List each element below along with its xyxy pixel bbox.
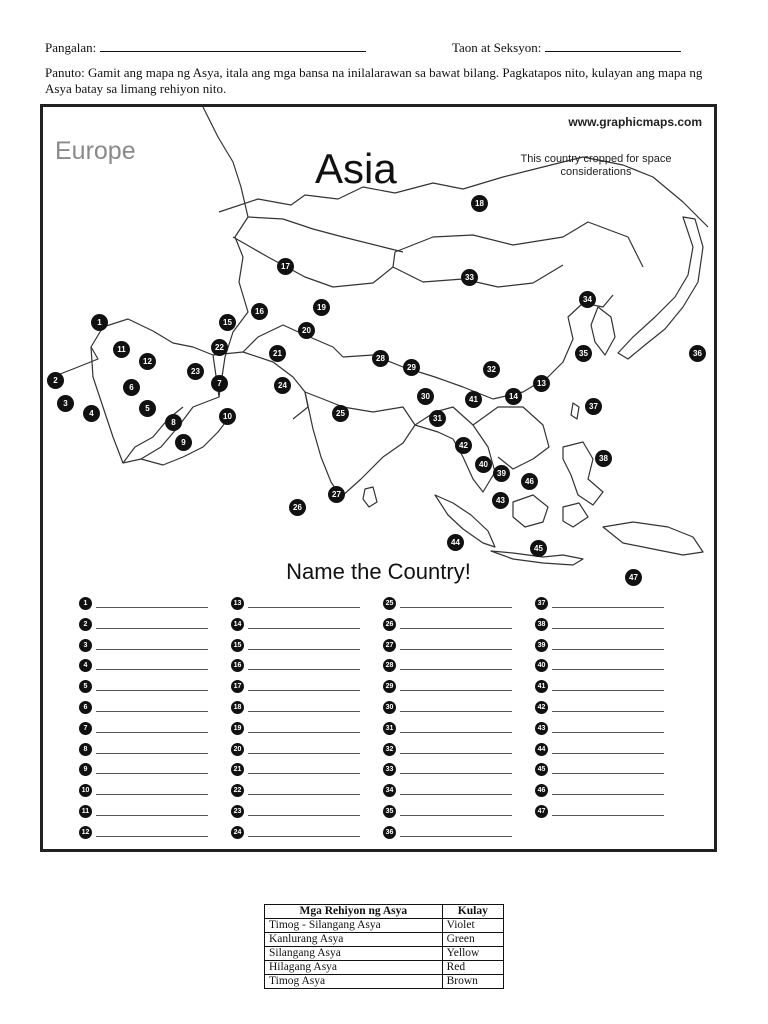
name-field-row	[45, 40, 366, 56]
answer-row	[535, 743, 664, 756]
answer-number: 25	[383, 597, 396, 610]
answer-blank-line[interactable]	[96, 661, 208, 670]
answer-row	[383, 680, 512, 693]
answer-number: 32	[383, 743, 396, 756]
answer-blank-line[interactable]	[400, 599, 512, 608]
asia-map	[40, 104, 717, 852]
answer-number: 17	[231, 680, 244, 693]
map-marker: 43	[492, 492, 509, 509]
answer-row	[79, 680, 208, 693]
map-marker: 39	[493, 465, 510, 482]
crop-note: This country cropped for space considerations	[520, 153, 672, 178]
table-header-region: Mga Rehiyon ng Asya	[265, 905, 443, 919]
answer-blank-line[interactable]	[248, 786, 360, 795]
answer-blank-line[interactable]	[248, 620, 360, 629]
answer-number: 6	[79, 701, 92, 714]
answer-blank-line[interactable]	[248, 807, 360, 816]
answer-row	[383, 784, 512, 797]
answer-blank-line[interactable]	[248, 661, 360, 670]
answer-row	[383, 805, 512, 818]
answer-blank-line[interactable]	[248, 828, 360, 837]
answer-row	[535, 763, 664, 776]
name-blank-line[interactable]	[100, 40, 366, 52]
map-marker: 21	[269, 345, 286, 362]
answer-number: 44	[535, 743, 548, 756]
map-marker: 38	[595, 450, 612, 467]
answer-number: 21	[231, 763, 244, 776]
answer-row	[79, 639, 208, 652]
answer-blank-line[interactable]	[248, 703, 360, 712]
map-marker: 20	[298, 322, 315, 339]
map-marker: 32	[483, 361, 500, 378]
table-row	[265, 947, 504, 961]
answer-blank-line[interactable]	[400, 807, 512, 816]
answer-blank-line[interactable]	[552, 724, 664, 733]
answer-row	[535, 680, 664, 693]
answer-number: 46	[535, 784, 548, 797]
answer-number: 26	[383, 618, 396, 631]
answer-blank-line[interactable]	[552, 745, 664, 754]
map-marker: 25	[332, 405, 349, 422]
map-marker: 22	[211, 339, 228, 356]
map-marker: 29	[403, 359, 420, 376]
map-marker: 34	[579, 291, 596, 308]
answer-row	[535, 722, 664, 735]
map-marker: 3	[57, 395, 74, 412]
map-marker: 31	[429, 410, 446, 427]
answer-row	[231, 784, 360, 797]
answer-row	[231, 701, 360, 714]
answer-number: 3	[79, 639, 92, 652]
table-header-color: Kulay	[442, 905, 503, 919]
section-blank-line[interactable]	[545, 40, 681, 52]
answer-blank-line[interactable]	[96, 682, 208, 691]
answer-number: 1	[79, 597, 92, 610]
answer-number: 33	[383, 763, 396, 776]
answer-blank-line[interactable]	[552, 682, 664, 691]
color-cell: Brown	[442, 975, 503, 989]
answer-number: 31	[383, 722, 396, 735]
map-marker: 11	[113, 341, 130, 358]
answer-blank-line[interactable]	[400, 620, 512, 629]
answer-row	[79, 618, 208, 631]
answer-number: 39	[535, 639, 548, 652]
answer-blank-line[interactable]	[96, 641, 208, 650]
answer-number: 13	[231, 597, 244, 610]
answer-row	[231, 597, 360, 610]
map-marker: 44	[447, 534, 464, 551]
answer-number: 35	[383, 805, 396, 818]
answer-number: 41	[535, 680, 548, 693]
map-marker: 2	[47, 372, 64, 389]
answer-number: 43	[535, 722, 548, 735]
section-field-row	[452, 40, 681, 56]
map-marker: 15	[219, 314, 236, 331]
europe-label: Europe	[55, 137, 136, 165]
answer-blank-line[interactable]	[400, 745, 512, 754]
answer-row	[79, 763, 208, 776]
answer-row	[231, 680, 360, 693]
map-marker: 33	[461, 269, 478, 286]
answer-number: 14	[231, 618, 244, 631]
answer-number: 20	[231, 743, 244, 756]
answer-blank-line[interactable]	[96, 703, 208, 712]
answer-blank-line[interactable]	[552, 807, 664, 816]
map-marker: 6	[123, 379, 140, 396]
answer-row	[231, 763, 360, 776]
map-marker: 23	[187, 363, 204, 380]
map-marker: 1	[91, 314, 108, 331]
answer-row	[535, 639, 664, 652]
answer-row	[383, 597, 512, 610]
answer-row	[79, 805, 208, 818]
answer-blank-line[interactable]	[248, 724, 360, 733]
answer-blank-line[interactable]	[248, 641, 360, 650]
table-header-row	[265, 905, 504, 919]
map-marker: 30	[417, 388, 434, 405]
name-label: Pangalan:	[45, 40, 97, 55]
answer-number: 34	[383, 784, 396, 797]
answer-row	[535, 659, 664, 672]
answer-row	[231, 659, 360, 672]
answer-row	[79, 784, 208, 797]
answer-blank-line[interactable]	[400, 786, 512, 795]
instructions: Panuto: Gamit ang mapa ng Asya, itala ang mga bansa na inilalarawan sa bawat bilang. Pagkatapos nito, kulayan ang mapa ng Asya batay sa limang rehiyon nito.	[45, 65, 703, 96]
answer-number: 24	[231, 826, 244, 839]
map-marker: 26	[289, 499, 306, 516]
answer-number: 37	[535, 597, 548, 610]
answer-row	[535, 805, 664, 818]
answer-blank-line[interactable]	[248, 745, 360, 754]
answer-row	[383, 618, 512, 631]
color-cell: Green	[442, 933, 503, 947]
answer-row	[79, 659, 208, 672]
region-cell: Timog - Silangang Asya	[265, 919, 443, 933]
answer-number: 11	[79, 805, 92, 818]
answer-row	[231, 805, 360, 818]
answer-blank-line[interactable]	[552, 703, 664, 712]
answer-number: 15	[231, 639, 244, 652]
answer-blank-line[interactable]	[248, 765, 360, 774]
answer-blank-line[interactable]	[96, 620, 208, 629]
map-marker: 14	[505, 388, 522, 405]
answer-row	[535, 701, 664, 714]
answer-blank-line[interactable]	[552, 620, 664, 629]
answer-blank-line[interactable]	[96, 765, 208, 774]
map-marker: 12	[139, 353, 156, 370]
answer-number: 9	[79, 763, 92, 776]
answer-blank-line[interactable]	[248, 599, 360, 608]
answer-row	[79, 743, 208, 756]
answer-number: 36	[383, 826, 396, 839]
answer-row	[79, 597, 208, 610]
answer-number: 8	[79, 743, 92, 756]
answer-number: 5	[79, 680, 92, 693]
answer-row	[231, 743, 360, 756]
answer-number: 27	[383, 639, 396, 652]
map-marker: 41	[465, 391, 482, 408]
answer-number: 2	[79, 618, 92, 631]
map-marker: 27	[328, 486, 345, 503]
answer-number: 18	[231, 701, 244, 714]
answer-blank-line[interactable]	[96, 599, 208, 608]
map-marker: 18	[471, 195, 488, 212]
section-label: Taon at Seksyon:	[452, 40, 542, 55]
answer-row	[383, 763, 512, 776]
map-marker: 9	[175, 434, 192, 451]
answer-number: 47	[535, 805, 548, 818]
answer-blank-line[interactable]	[552, 641, 664, 650]
answer-row	[231, 722, 360, 735]
answer-blank-line[interactable]	[400, 641, 512, 650]
answer-row	[535, 618, 664, 631]
answer-number: 23	[231, 805, 244, 818]
answer-blank-line[interactable]	[400, 703, 512, 712]
color-cell: Red	[442, 961, 503, 975]
answer-row	[231, 639, 360, 652]
map-marker: 16	[251, 303, 268, 320]
answer-row	[383, 701, 512, 714]
answer-number: 45	[535, 763, 548, 776]
region-cell: Kanlurang Asya	[265, 933, 443, 947]
answer-row	[383, 722, 512, 735]
answer-blank-line[interactable]	[96, 745, 208, 754]
answer-row	[383, 743, 512, 756]
answer-blank-line[interactable]	[96, 807, 208, 816]
answer-number: 38	[535, 618, 548, 631]
answer-number: 4	[79, 659, 92, 672]
color-cell: Yellow	[442, 947, 503, 961]
map-marker: 19	[313, 299, 330, 316]
map-marker: 35	[575, 345, 592, 362]
answer-number: 28	[383, 659, 396, 672]
answer-row	[535, 597, 664, 610]
map-marker: 36	[689, 345, 706, 362]
answer-blank-line[interactable]	[400, 828, 512, 837]
answer-blank-line[interactable]	[400, 724, 512, 733]
table-row	[265, 975, 504, 989]
answer-blank-line[interactable]	[96, 828, 208, 837]
answer-row	[383, 826, 512, 839]
answer-blank-line[interactable]	[552, 786, 664, 795]
map-marker: 5	[139, 400, 156, 417]
answer-number: 22	[231, 784, 244, 797]
answer-blank-line[interactable]	[400, 661, 512, 670]
answer-row	[79, 722, 208, 735]
answer-row	[79, 701, 208, 714]
answer-number: 29	[383, 680, 396, 693]
answer-blank-line[interactable]	[248, 682, 360, 691]
map-marker: 37	[585, 398, 602, 415]
map-title: Asia	[315, 145, 397, 192]
answer-row	[535, 784, 664, 797]
region-cell: Hilagang Asya	[265, 961, 443, 975]
map-marker: 40	[475, 456, 492, 473]
map-marker: 17	[277, 258, 294, 275]
table-row	[265, 919, 504, 933]
answer-number: 10	[79, 784, 92, 797]
answer-row	[231, 618, 360, 631]
map-marker: 42	[455, 437, 472, 454]
answer-row	[79, 826, 208, 839]
map-marker: 4	[83, 405, 100, 422]
table-row	[265, 961, 504, 975]
answer-blank-line[interactable]	[96, 786, 208, 795]
website-label: www.graphicmaps.com	[568, 115, 702, 129]
answer-row	[231, 826, 360, 839]
map-marker: 7	[211, 375, 228, 392]
table-row	[265, 933, 504, 947]
answer-blank-line[interactable]	[552, 765, 664, 774]
answer-blank-line[interactable]	[552, 661, 664, 670]
color-cell: Violet	[442, 919, 503, 933]
map-marker: 13	[533, 375, 550, 392]
answer-blank-line[interactable]	[400, 765, 512, 774]
map-marker: 47	[625, 569, 642, 586]
answer-number: 40	[535, 659, 548, 672]
answer-blank-line[interactable]	[400, 682, 512, 691]
answer-blank-line[interactable]	[552, 599, 664, 608]
region-cell: Silangang Asya	[265, 947, 443, 961]
map-marker: 24	[274, 377, 291, 394]
map-marker: 28	[372, 350, 389, 367]
answer-number: 19	[231, 722, 244, 735]
region-color-table	[264, 904, 504, 989]
map-marker: 46	[521, 473, 538, 490]
answer-number: 7	[79, 722, 92, 735]
map-marker: 10	[219, 408, 236, 425]
answer-number: 12	[79, 826, 92, 839]
answer-row	[383, 639, 512, 652]
answer-number: 42	[535, 701, 548, 714]
answer-number: 30	[383, 701, 396, 714]
answer-number: 16	[231, 659, 244, 672]
asia-outline-map	[43, 107, 714, 849]
map-marker: 45	[530, 540, 547, 557]
region-cell: Timog Asya	[265, 975, 443, 989]
answer-row	[383, 659, 512, 672]
worksheet-title: Name the Country!	[286, 559, 471, 584]
answer-blank-line[interactable]	[96, 724, 208, 733]
map-marker: 8	[165, 414, 182, 431]
